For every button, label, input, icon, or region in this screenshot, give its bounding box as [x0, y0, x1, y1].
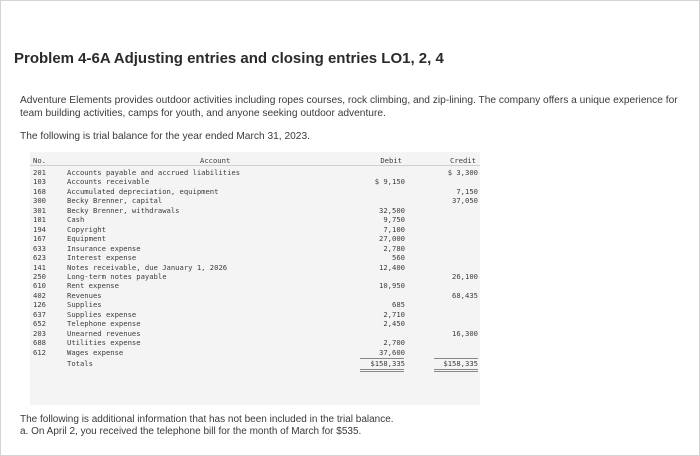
cell-debit: 2,780 [383, 243, 405, 253]
cell-no: 168 [33, 186, 46, 196]
total-double-rule [360, 369, 404, 372]
cell-debit: 32,500 [379, 205, 405, 215]
cell-account: Equipment [67, 234, 106, 244]
table-row [30, 300, 480, 309]
table-row [30, 196, 480, 205]
cell-no: 203 [33, 328, 46, 338]
table-row [30, 187, 480, 196]
cell-credit: 7,150 [456, 186, 478, 196]
cell-no: 141 [33, 262, 46, 272]
table-row [30, 310, 480, 319]
cell-account: Revenues [67, 290, 102, 300]
cell-account: Notes receivable, due January 1, 2026 [67, 262, 228, 272]
table-row [30, 225, 480, 234]
cell-credit: 26,100 [452, 271, 478, 281]
cell-credit: 37,050 [452, 196, 478, 206]
cell-no: 688 [33, 338, 46, 348]
additional-info [20, 414, 394, 438]
additional-item-a: a. On April 2, you received the telephone bill for the month of March for $535. [20, 426, 362, 437]
cell-no: 612 [33, 347, 46, 357]
table-row [30, 177, 480, 186]
cell-no: 610 [33, 281, 46, 291]
cell-no: 103 [33, 177, 46, 187]
header-debit: Debit [380, 156, 402, 165]
cell-debit: 7,100 [383, 224, 405, 234]
cell-debit: 9,750 [383, 215, 405, 225]
cell-account: Copyright [67, 224, 106, 234]
table-row [30, 263, 480, 272]
cell-credit: $158,335 [443, 359, 478, 368]
header-no: No. [33, 156, 46, 165]
cell-debit: 2,450 [383, 319, 405, 329]
cell-debit: 2,700 [383, 338, 405, 348]
header-credit: Credit [450, 156, 476, 165]
table-row [30, 244, 480, 253]
table-row [30, 291, 480, 300]
cell-account: Unearned revenues [67, 328, 141, 338]
cell-account: Accounts payable and accrued liabilities [67, 168, 241, 177]
cell-no: 402 [33, 290, 46, 300]
cell-debit: $ 9,150 [374, 177, 405, 187]
cell-no: 637 [33, 309, 46, 319]
cell-credit: $ 3,300 [447, 168, 478, 177]
table-row [30, 348, 480, 357]
cell-debit: 10,950 [379, 281, 405, 291]
table-row [30, 168, 480, 177]
additional-info-intro: The following is additional information that has not been included in the trial balance. [20, 414, 394, 425]
table-row [30, 215, 480, 224]
cell-credit: 68,435 [452, 290, 478, 300]
cell-account: Insurance expense [67, 243, 141, 253]
table-row [30, 359, 480, 368]
subtotal-rule [360, 358, 404, 359]
cell-debit: 560 [392, 253, 405, 263]
cell-no: 633 [33, 243, 46, 253]
table-row [30, 329, 480, 338]
table-row [30, 272, 480, 281]
cell-account: Totals [67, 359, 93, 368]
cell-account: Long-term notes payable [67, 271, 167, 281]
table-row [30, 253, 480, 262]
cell-account: Supplies [67, 300, 102, 310]
cell-account: Cash [67, 215, 85, 225]
cell-account: Becky Brenner, capital [67, 196, 163, 206]
cell-no: 300 [33, 196, 46, 206]
problem-title: Problem 4-6A Adjusting entries and closing entries LO1, 2, 4 [14, 50, 444, 67]
cell-debit: 2,710 [383, 309, 405, 319]
cell-no: 167 [33, 234, 46, 244]
table-row [30, 281, 480, 290]
cell-no: 194 [33, 224, 46, 234]
table-row [30, 338, 480, 347]
cell-no: 126 [33, 300, 46, 310]
cell-account: Utilities expense [67, 338, 141, 348]
cell-debit: 685 [392, 300, 405, 310]
cell-no: 623 [33, 253, 46, 263]
cell-no: 301 [33, 205, 46, 215]
cell-debit: 12,400 [379, 262, 405, 272]
cell-account: Wages expense [67, 347, 124, 357]
table-row [30, 206, 480, 215]
cell-account: Interest expense [67, 253, 137, 263]
cell-no: 201 [33, 168, 46, 177]
cell-account: Becky Brenner, withdrawals [67, 205, 180, 215]
subtotal-rule [434, 358, 478, 359]
cell-debit: $158,335 [370, 359, 405, 368]
cell-no: 652 [33, 319, 46, 329]
total-double-rule [434, 369, 478, 372]
cell-no: 101 [33, 215, 46, 225]
table-header [30, 152, 480, 166]
trial-balance-table [30, 152, 480, 405]
intro-paragraph: Adventure Elements provides outdoor activities including ropes courses, rock climbing, and zip-lining. The company offers a unique experience for team building activities, camps for youth, and anyone seeking outdoor adventure. [20, 95, 678, 119]
cell-account: Supplies expense [67, 309, 137, 319]
header-account: Account [200, 156, 231, 165]
cell-debit: 37,600 [379, 347, 405, 357]
cell-debit: 27,000 [379, 234, 405, 244]
cell-account: Rent expense [67, 281, 119, 291]
table-row [30, 234, 480, 243]
cell-account: Accumulated depreciation, equipment [67, 186, 219, 196]
cell-credit: 16,300 [452, 328, 478, 338]
cell-account: Telephone expense [67, 319, 141, 329]
trial-balance-intro: The following is trial balance for the year ended March 31, 2023. [20, 131, 310, 142]
cell-account: Accounts receivable [67, 177, 150, 187]
cell-no: 250 [33, 271, 46, 281]
table-row [30, 319, 480, 328]
